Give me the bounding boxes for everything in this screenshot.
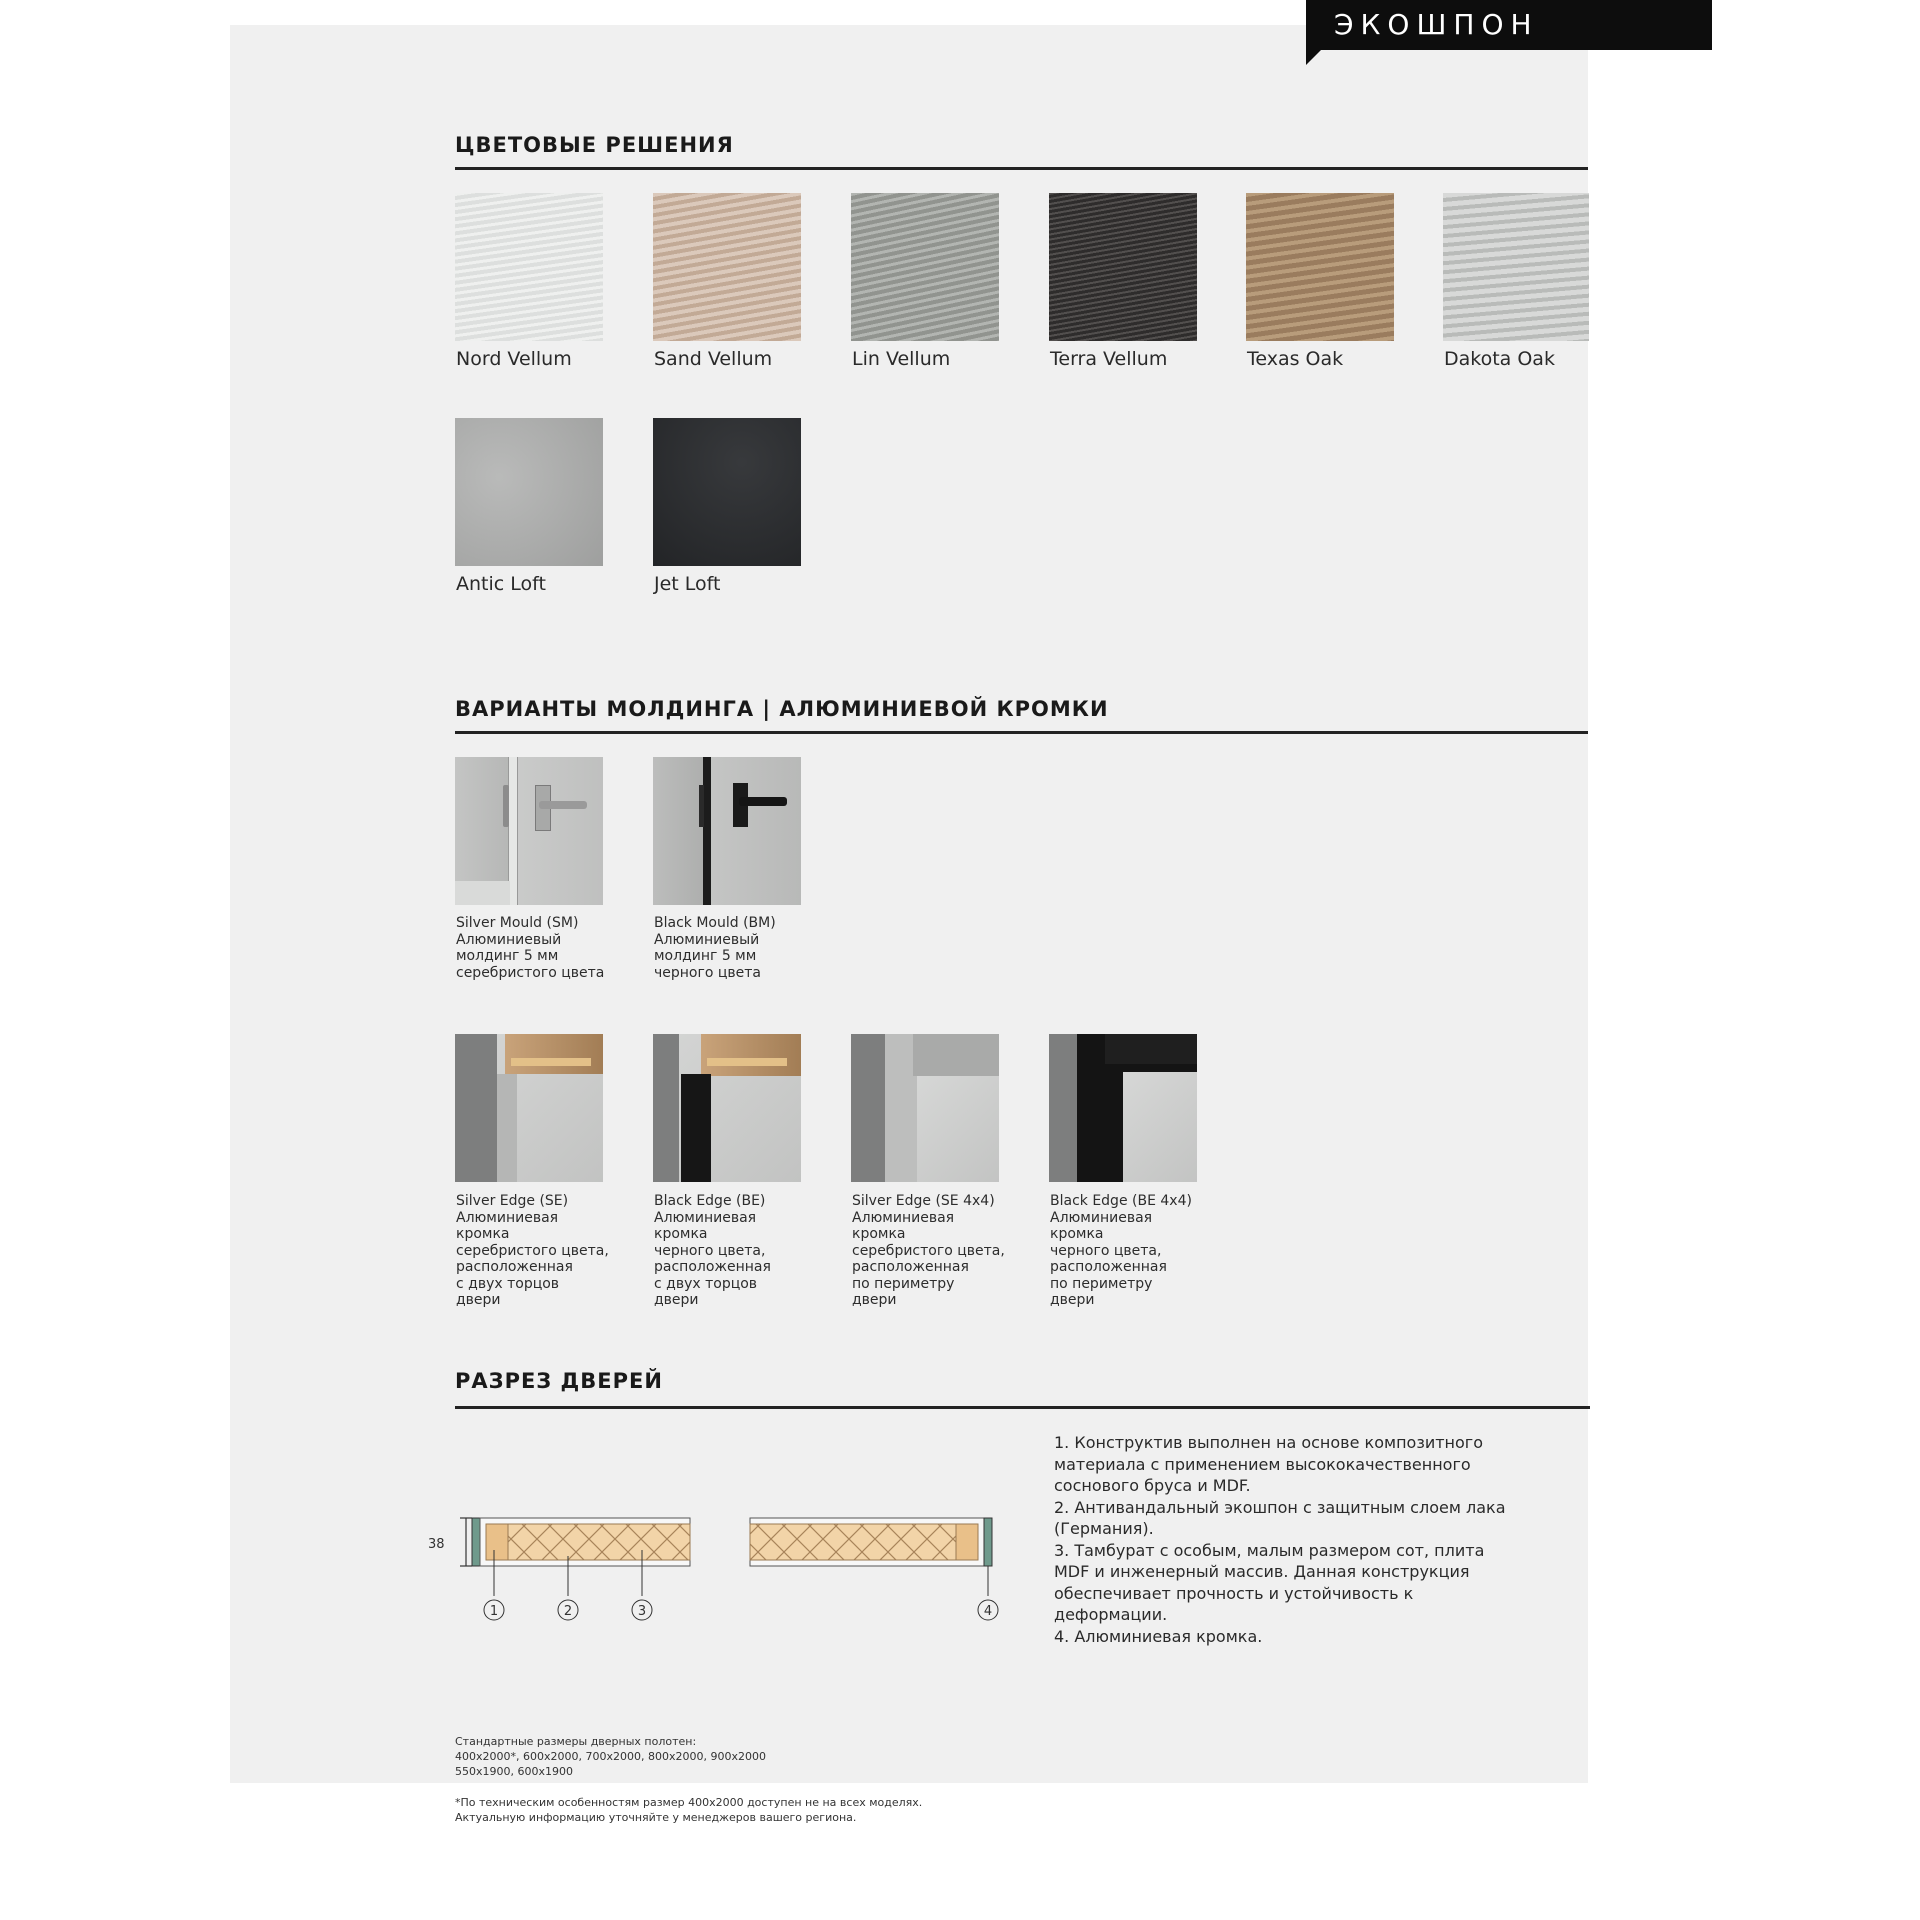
note-line: (Германия). [1054,1519,1154,1538]
swatch-label-lin-vellum: Lin Vellum [852,348,951,370]
edge-left [472,1518,480,1566]
caption-line: Алюминиевый [456,931,562,948]
caption-line: кромка [654,1226,708,1242]
thickness-label: 38 [428,1537,445,1552]
silver-edge-4x4-image [851,1034,999,1182]
caption-line: Black Mould (BM) [654,915,776,931]
caption-line: Black Edge (BE) [654,1193,766,1209]
caption-line: расположенная [456,1259,573,1275]
caption-line: Silver Mould (SM) [456,915,579,931]
caption-line: Алюминиевая [654,1209,757,1226]
marker-2: 2 [563,1604,573,1619]
note-line: 4. Алюминиевая кромка. [1054,1626,1263,1646]
swatch-texas-oak [1246,193,1394,341]
caption-line: двери [654,1292,699,1308]
swatch-label-jet-loft: Jet Loft [654,573,721,595]
caption-line: черного цвета [654,964,761,981]
silver-mould-image [455,757,603,905]
section-cut-heading-rule [455,1406,1590,1409]
caption-line: по периметру [1050,1275,1153,1292]
caption-line: кромка [1050,1226,1104,1242]
molding-heading: ВАРИАНТЫ МОЛДИНГА | АЛЮМИНИЕВОЙ КРОМКИ [455,697,1109,721]
silver-mould-caption [456,915,636,981]
caption-line: расположенная [1050,1259,1167,1275]
silver-edge-image [455,1034,603,1182]
caption-line: кромка [852,1226,906,1242]
caption-line: Silver Edge (SE) [456,1193,569,1209]
caption-line: с двух торцов [654,1275,758,1292]
caption-line: с двух торцов [456,1275,560,1292]
black-edge-caption [654,1193,834,1309]
swatch-nord-vellum [455,193,603,341]
swatch-label-antic-loft: Antic Loft [456,573,546,595]
note-line: обеспечивает прочность и устойчивость к [1054,1583,1414,1603]
note-line: 2. Антивандальный экошпон с защитным слоем лака [1054,1497,1506,1517]
black-mould-caption [654,915,834,981]
caption-line: Алюминиевая [852,1209,955,1226]
edge-right [984,1518,992,1566]
caption-line: кромка [456,1226,510,1242]
colors-heading: ЦВЕТОВЫЕ РЕШЕНИЯ [455,133,734,157]
caption-line: серебристого цвета, [852,1242,1005,1259]
footnote [455,1795,922,1825]
caption-line: Алюминиевый [654,931,760,948]
caption-line: по периметру [852,1275,955,1292]
swatch-dakota-oak [1443,193,1589,341]
note-line: деформации. [1054,1605,1168,1624]
molding-heading-rule [455,731,1588,734]
caption-line: Silver Edge (SE 4x4) [852,1193,995,1209]
footnote-line: Актуальную информацию уточняйте у менеджеров вашего региона. [455,1811,857,1824]
marker-3: 3 [637,1604,647,1619]
sizes-line: Стандартные размеры дверных полотен: [455,1735,697,1748]
caption-line: двери [852,1292,897,1308]
swatch-label-dakota-oak: Dakota Oak [1444,348,1555,370]
marker-1: 1 [489,1604,499,1619]
badge-notch [1306,50,1321,65]
sizes-line: 550x1900, 600x1900 [455,1765,573,1778]
pine-bar-right [956,1524,978,1560]
caption-line: черного цвета, [1050,1242,1162,1259]
note-line: 1. Конструктив выполнен на основе композитного [1054,1433,1483,1452]
swatch-terra-vellum [1049,193,1197,341]
category-badge: ЭКОШПОН [1306,0,1712,50]
caption-line: серебристого цвета [456,964,605,981]
caption-line: расположенная [654,1259,771,1275]
honeycomb-core-left [486,1524,690,1560]
swatch-label-texas-oak: Texas Oak [1247,348,1344,370]
caption-line: Алюминиевая [1050,1209,1153,1226]
section-cut-heading: РАЗРЕЗ ДВЕРЕЙ [455,1369,663,1393]
note-line: соснового бруса и MDF. [1054,1476,1251,1495]
black-mould-image [653,757,801,905]
caption-line: двери [456,1292,501,1308]
swatch-label-sand-vellum: Sand Vellum [654,348,773,370]
swatch-sand-vellum [653,193,801,341]
note-line: MDF и инженерный массив. Данная конструкция [1054,1562,1470,1581]
caption-line: молдинг 5 мм [654,948,757,964]
caption-line: двери [1050,1292,1095,1308]
note-line: материала с применением высококачественного [1054,1454,1471,1474]
swatch-label-nord-vellum: Nord Vellum [456,348,572,370]
sizes-line: 400x2000*, 600x2000, 700x2000, 800x2000, 900x2000 [455,1750,766,1763]
pine-bar-left [486,1524,508,1560]
standard-sizes [455,1734,766,1779]
colors-heading-rule [455,167,1588,170]
note-line: 3. Тамбурат с особым, малым размером сот, плита [1054,1540,1485,1560]
swatch-label-terra-vellum: Terra Vellum [1050,348,1168,370]
swatch-lin-vellum [851,193,999,341]
black-edge-4x4-image [1049,1034,1197,1182]
caption-line: серебристого цвета, [456,1242,609,1259]
honeycomb-core-right [750,1524,978,1560]
break-gap [690,1514,750,1570]
black-edge-image [653,1034,801,1182]
door-section-diagram [420,1500,1040,1630]
silver-edge-4x4-caption [852,1193,1032,1309]
silver-edge-caption [456,1193,636,1309]
caption-line: Black Edge (BE 4x4) [1050,1193,1192,1209]
caption-line: черного цвета, [654,1242,766,1259]
marker-4: 4 [983,1604,993,1619]
section-notes [1054,1432,1514,1647]
swatch-jet-loft [653,418,801,566]
black-edge-4x4-caption [1050,1193,1230,1309]
caption-line: Алюминиевая [456,1209,559,1226]
caption-line: расположенная [852,1259,969,1275]
footnote-line: *По техническим особенностям размер 400x2000 доступен не на всех моделях. [455,1796,923,1809]
swatch-antic-loft [455,418,603,566]
caption-line: молдинг 5 мм [456,948,559,964]
